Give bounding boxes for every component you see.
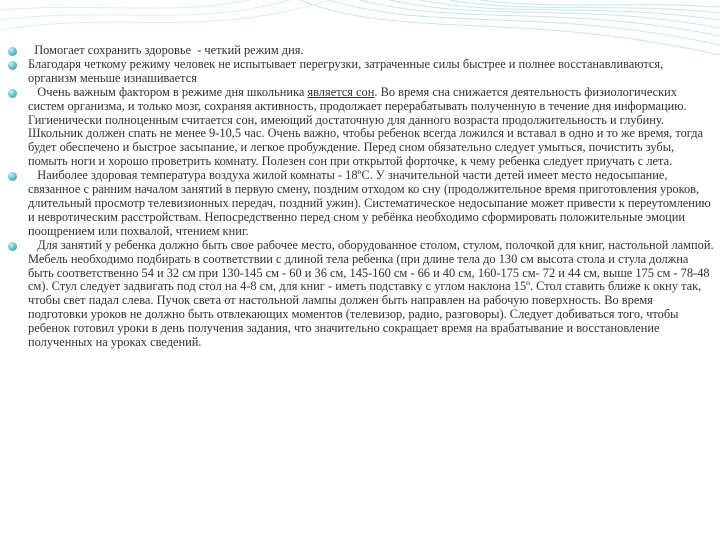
bullet-item-routine (6, 44, 714, 58)
bullet-item-overload (6, 58, 714, 86)
bullet-item-workplace (6, 237, 717, 350)
paragraph-text: Наиболее здоровая температура воздуха жилой комнаты - 18ºС. У значительной части детей имеет место недосыпание, связанное с ранним началом занятий в первую смену, поздним отходом ко сну (продолжительное время приготовления уроков, длительный просмотр телевизионных передач, поздний ужин). Систематическое недосыпание может привести к переутомлению и невротическим расстройствам. Непосредственно перед сном у ребёнка необходимо сформировать положительные эмоции поощрением или похвалой, чтением книг. (28, 168, 714, 238)
underlined-phrase: является сон (307, 84, 375, 99)
bullet-item-sleep (6, 86, 714, 169)
bullet-dot-icon (8, 61, 17, 70)
bullet-item-temperature (6, 169, 714, 239)
slide-body (6, 43, 717, 350)
bullet-dot-icon (8, 242, 17, 251)
bullet-dot-icon (8, 89, 17, 98)
paragraph-text: Для занятий у ребенка должно быть свое рабочее место, оборудованное столом, стулом, полочкой для книг, настольной лампой. Мебель необходимо подбирать в соответствии с длиной тела ребенка (при длине тела до 130 см высота стола и стула должна быть соответственно 54 и 32 см при 130-145 см - 60 и 36 см, 145-160 см - 66 и 40 см, 160-175 см- 72 и 44 см, выше 175 см - 78-48 см). Стул следует задвигать под стол на 4-8 см, для книг - иметь подставку с углом наклона 15º. Стол ставить ближе к окну так, чтобы свет падал слева. Пучок света от настольной лампы должен быть направлен на рабочую поверхность. Во время подготовки уроков не должно быть отвлекающих моментов (телевизор, радио, разговоры). Следует добиваться того, чтобы ребенок готовил уроки в день получения задания, что значительно сокращает время на врабатывание и восстановление полученных на уроках сведений. (28, 237, 717, 350)
bullet-dot-icon (8, 47, 17, 56)
paragraph-text-start: Очень важным фактором в режиме дня школьника (28, 84, 308, 99)
paragraph-text: Благодаря четкому режиму человек не испытывает перегрузки, затраченные силы быстрее и полнее восстанавливаются, организм меньше изнашивается (28, 56, 664, 85)
bullet-list (6, 43, 717, 350)
bullet-dot-icon (8, 172, 17, 181)
paragraph-text: Помогает сохранить здоровье - четкий режим дня. (28, 43, 304, 57)
paragraph-text-rest: . Во время сна снижается деятельность физиологических систем организма, и только мозг, сохраняя активность, продолжает перерабатывать полученную в течение дня информацию. Гигиенически полноценным считается сон, имеющий достаточную для данного возраста продолжительность и глубину. Школьник должен спать не менее 9-10,5 час. Очень важно, чтобы ребенок всегда ложился и вставал в одно и то же время, тогда будет обеспечено и быстрое засыпание, и легкое пробуждение. Перед сном обязательно следует умыться, почистить зубы, помыть ноги и хорошо проветрить комнату. Полезен сон при открытой форточке, к чему ребенка следует приучать с лета. (28, 84, 704, 169)
